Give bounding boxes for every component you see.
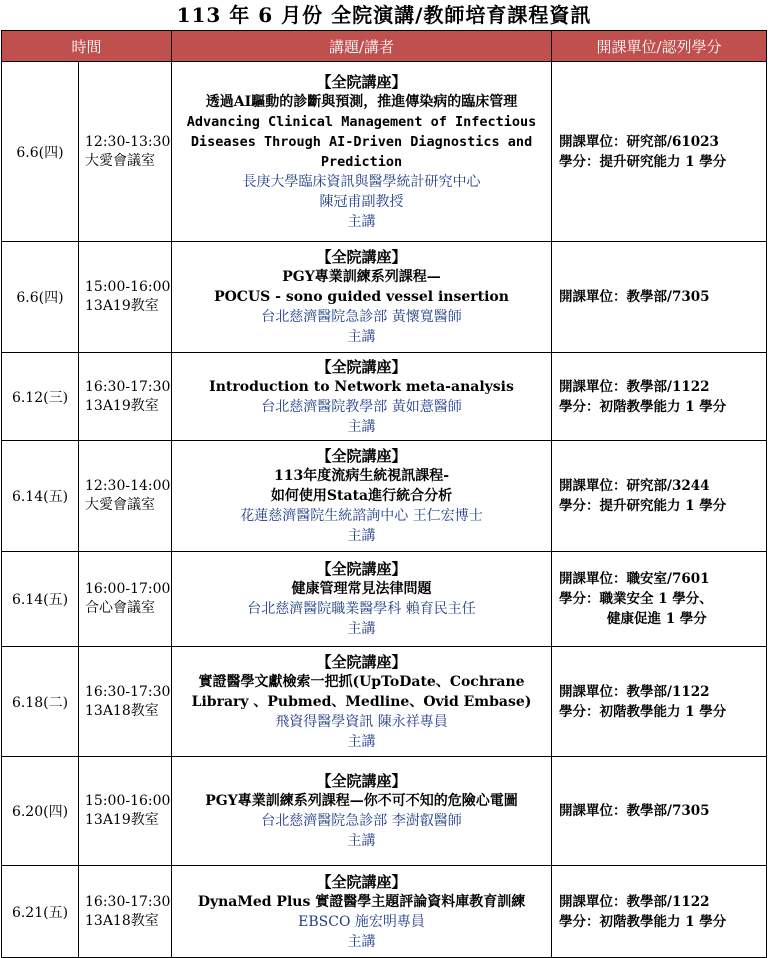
unit-label: 開課單位：職安室/7601: [559, 571, 710, 587]
row-time: 16:30-17:30: [85, 683, 171, 700]
page-title: 113 年 6 月份 全院演講/教師培育課程資訊: [176, 3, 592, 27]
header-unit: 開課單位/認列學分: [552, 31, 767, 62]
row-unit: [552, 866, 767, 958]
row-date: 6.6(四): [2, 62, 79, 242]
lecture-tag: 【全院講座】: [316, 772, 407, 790]
row-topic: [172, 242, 552, 353]
row-time-place: [79, 647, 172, 757]
table-header-row: [2, 31, 767, 62]
row-unit: [552, 647, 767, 757]
topic-title: 實證醫學文獻檢索一把抓(UpToDate、Cochrane: [198, 673, 525, 690]
speaker-line: 台北慈濟醫院急診部 黃懷寬醫師: [261, 309, 462, 325]
row-place: 合心會議室: [85, 600, 155, 616]
lecture-tag: 【全院講座】: [316, 248, 407, 266]
topic-title: Introduction to Network meta-analysis: [209, 378, 514, 395]
row-unit: [552, 242, 767, 353]
row-place: 13A19教室: [85, 298, 159, 314]
host-label: 主講: [347, 528, 376, 544]
row-time: 12:30-13:30: [85, 133, 171, 150]
credit-label: 學分：初階教學能力 1 學分: [559, 398, 727, 415]
unit-label: 開課單位：研究部/3244: [559, 478, 710, 494]
unit-label: 開課單位：教學部/1122: [559, 893, 710, 910]
row-topic: [172, 647, 552, 757]
host-label: 主講: [347, 733, 376, 750]
host-label: 主講: [347, 933, 376, 950]
header-topic: 講題/講者: [172, 31, 552, 62]
row-topic: [172, 441, 552, 552]
table-row: [2, 757, 767, 866]
row-topic: [172, 552, 552, 647]
table-row: [2, 647, 767, 757]
host-label: 主講: [347, 833, 376, 849]
row-time: 12:30-14:00: [85, 478, 171, 494]
speaker-name: 陳冠甫副教授: [319, 193, 404, 210]
row-unit: [552, 62, 767, 242]
row-place: 大愛會議室: [85, 152, 155, 169]
host-label: 主講: [347, 329, 376, 345]
speaker-line: EBSCO 施宏明專員: [298, 913, 425, 930]
speaker-line: 花蓮慈濟醫院生統諮詢中心 王仁宏博士: [240, 508, 483, 524]
host-label: 主講: [347, 418, 376, 435]
row-date: 6.21(五): [2, 866, 79, 958]
row-place: 13A18教室: [85, 912, 159, 929]
host-label: 主講: [347, 621, 376, 637]
row-topic: [172, 757, 552, 866]
row-time-place: [79, 242, 172, 353]
topic-title-2: 如何使用Stata進行統合分析: [270, 488, 453, 504]
unit-label: 開課單位：教學部/7305: [559, 289, 710, 305]
credit-label: 學分：提升研究能力 1 學分: [559, 498, 727, 514]
topic-title: PGY專業訓練系列課程—你不可不知的危險心電圖: [205, 793, 518, 809]
row-date: 6.6(四): [2, 242, 79, 353]
header-time: 時間: [2, 31, 172, 62]
lecture-tag: 【全院講座】: [316, 447, 407, 465]
row-date: 6.12(三): [2, 353, 79, 441]
speaker-line: 飛資得醫學資訊 陳永祥專員: [275, 713, 448, 730]
row-date: 6.20(四): [2, 757, 79, 866]
lecture-tag: 【全院講座】: [316, 357, 407, 376]
unit-label: 開課單位：教學部/1122: [559, 683, 710, 700]
topic-title-2: POCUS - sono guided vessel insertion: [214, 289, 509, 305]
row-topic: [172, 353, 552, 441]
lecture-tag: 【全院講座】: [316, 72, 407, 91]
unit-label: 開課單位：教學部/1122: [559, 378, 710, 395]
table-row: [2, 552, 767, 647]
row-place: 13A19教室: [85, 397, 159, 414]
row-place: 13A18教室: [85, 702, 159, 719]
topic-title: 健康管理常見法律問題: [291, 581, 432, 597]
row-unit: [552, 757, 767, 866]
topic-title: 透過AI驅動的診斷與預測，推進傳染病的臨床管理: [205, 93, 518, 110]
row-time: 15:00-16:00: [85, 793, 171, 809]
table-row: [2, 441, 767, 552]
topic-title: PGY專業訓練系列課程—: [282, 269, 441, 285]
lecture-tag: 【全院講座】: [316, 872, 407, 891]
row-topic: [172, 62, 552, 242]
row-place: 大愛會議室: [85, 497, 155, 513]
credit-label-2: 健康促進 1 學分: [607, 611, 707, 627]
row-time-place: [79, 353, 172, 441]
row-time: 15:00-16:00: [85, 279, 171, 295]
row-time-place: [79, 441, 172, 552]
row-topic: [172, 866, 552, 958]
row-time: 16:00-17:00: [85, 581, 171, 597]
row-time: 16:30-17:30: [85, 378, 171, 395]
row-time-place: [79, 866, 172, 958]
row-date: 6.14(五): [2, 552, 79, 647]
table-row: [2, 242, 767, 353]
row-date: 6.14(五): [2, 441, 79, 552]
credit-label: 學分：初階教學能力 1 學分: [559, 703, 727, 720]
topic-title-2: Library 、Pubmed、Medline、Ovid Embase): [191, 693, 532, 710]
topic-title: 113年度流病生統視訊課程-: [273, 468, 450, 484]
table-row: [2, 62, 767, 242]
table-row: [2, 866, 767, 958]
speaker-line: 台北慈濟醫院教學部 黃如薏醫師: [261, 398, 462, 415]
schedule-table: [1, 30, 767, 958]
credit-label: 學分：職業安全 1 學分、: [559, 591, 713, 607]
lecture-tag: 【全院講座】: [316, 652, 407, 671]
topic-title-en: Advancing Clinical Management of Infectious Diseases Through AI-Driven Diagnostics and Prediction: [186, 113, 537, 170]
speaker-line: 台北慈濟醫院職業醫學科 賴育民主任: [247, 601, 476, 617]
unit-label: 開課單位：教學部/7305: [559, 803, 710, 819]
row-time: 16:30-17:30: [85, 893, 171, 910]
lecture-tag: 【全院講座】: [316, 560, 407, 578]
credit-label: 學分：提升研究能力 1 學分: [559, 153, 727, 170]
host-label: 主講: [347, 213, 376, 230]
row-place: 13A19教室: [85, 812, 159, 828]
row-unit: [552, 353, 767, 441]
row-unit: [552, 441, 767, 552]
row-time-place: [79, 62, 172, 242]
speaker-line: 台北慈濟醫院急診部 李澍叡醫師: [261, 813, 462, 829]
table-row: [2, 353, 767, 441]
row-time-place: [79, 552, 172, 647]
row-time-place: [79, 757, 172, 866]
credit-label: 學分：初階教學能力 1 學分: [559, 913, 727, 930]
row-date: 6.18(二): [2, 647, 79, 757]
speaker-org: 長庚大學臨床資訊與醫學統計研究中心: [242, 173, 481, 190]
unit-label: 開課單位：研究部/61023: [559, 133, 719, 150]
topic-title: DynaMed Plus 實證醫學主題評論資料庫教育訓練: [197, 893, 526, 910]
row-unit: [552, 552, 767, 647]
